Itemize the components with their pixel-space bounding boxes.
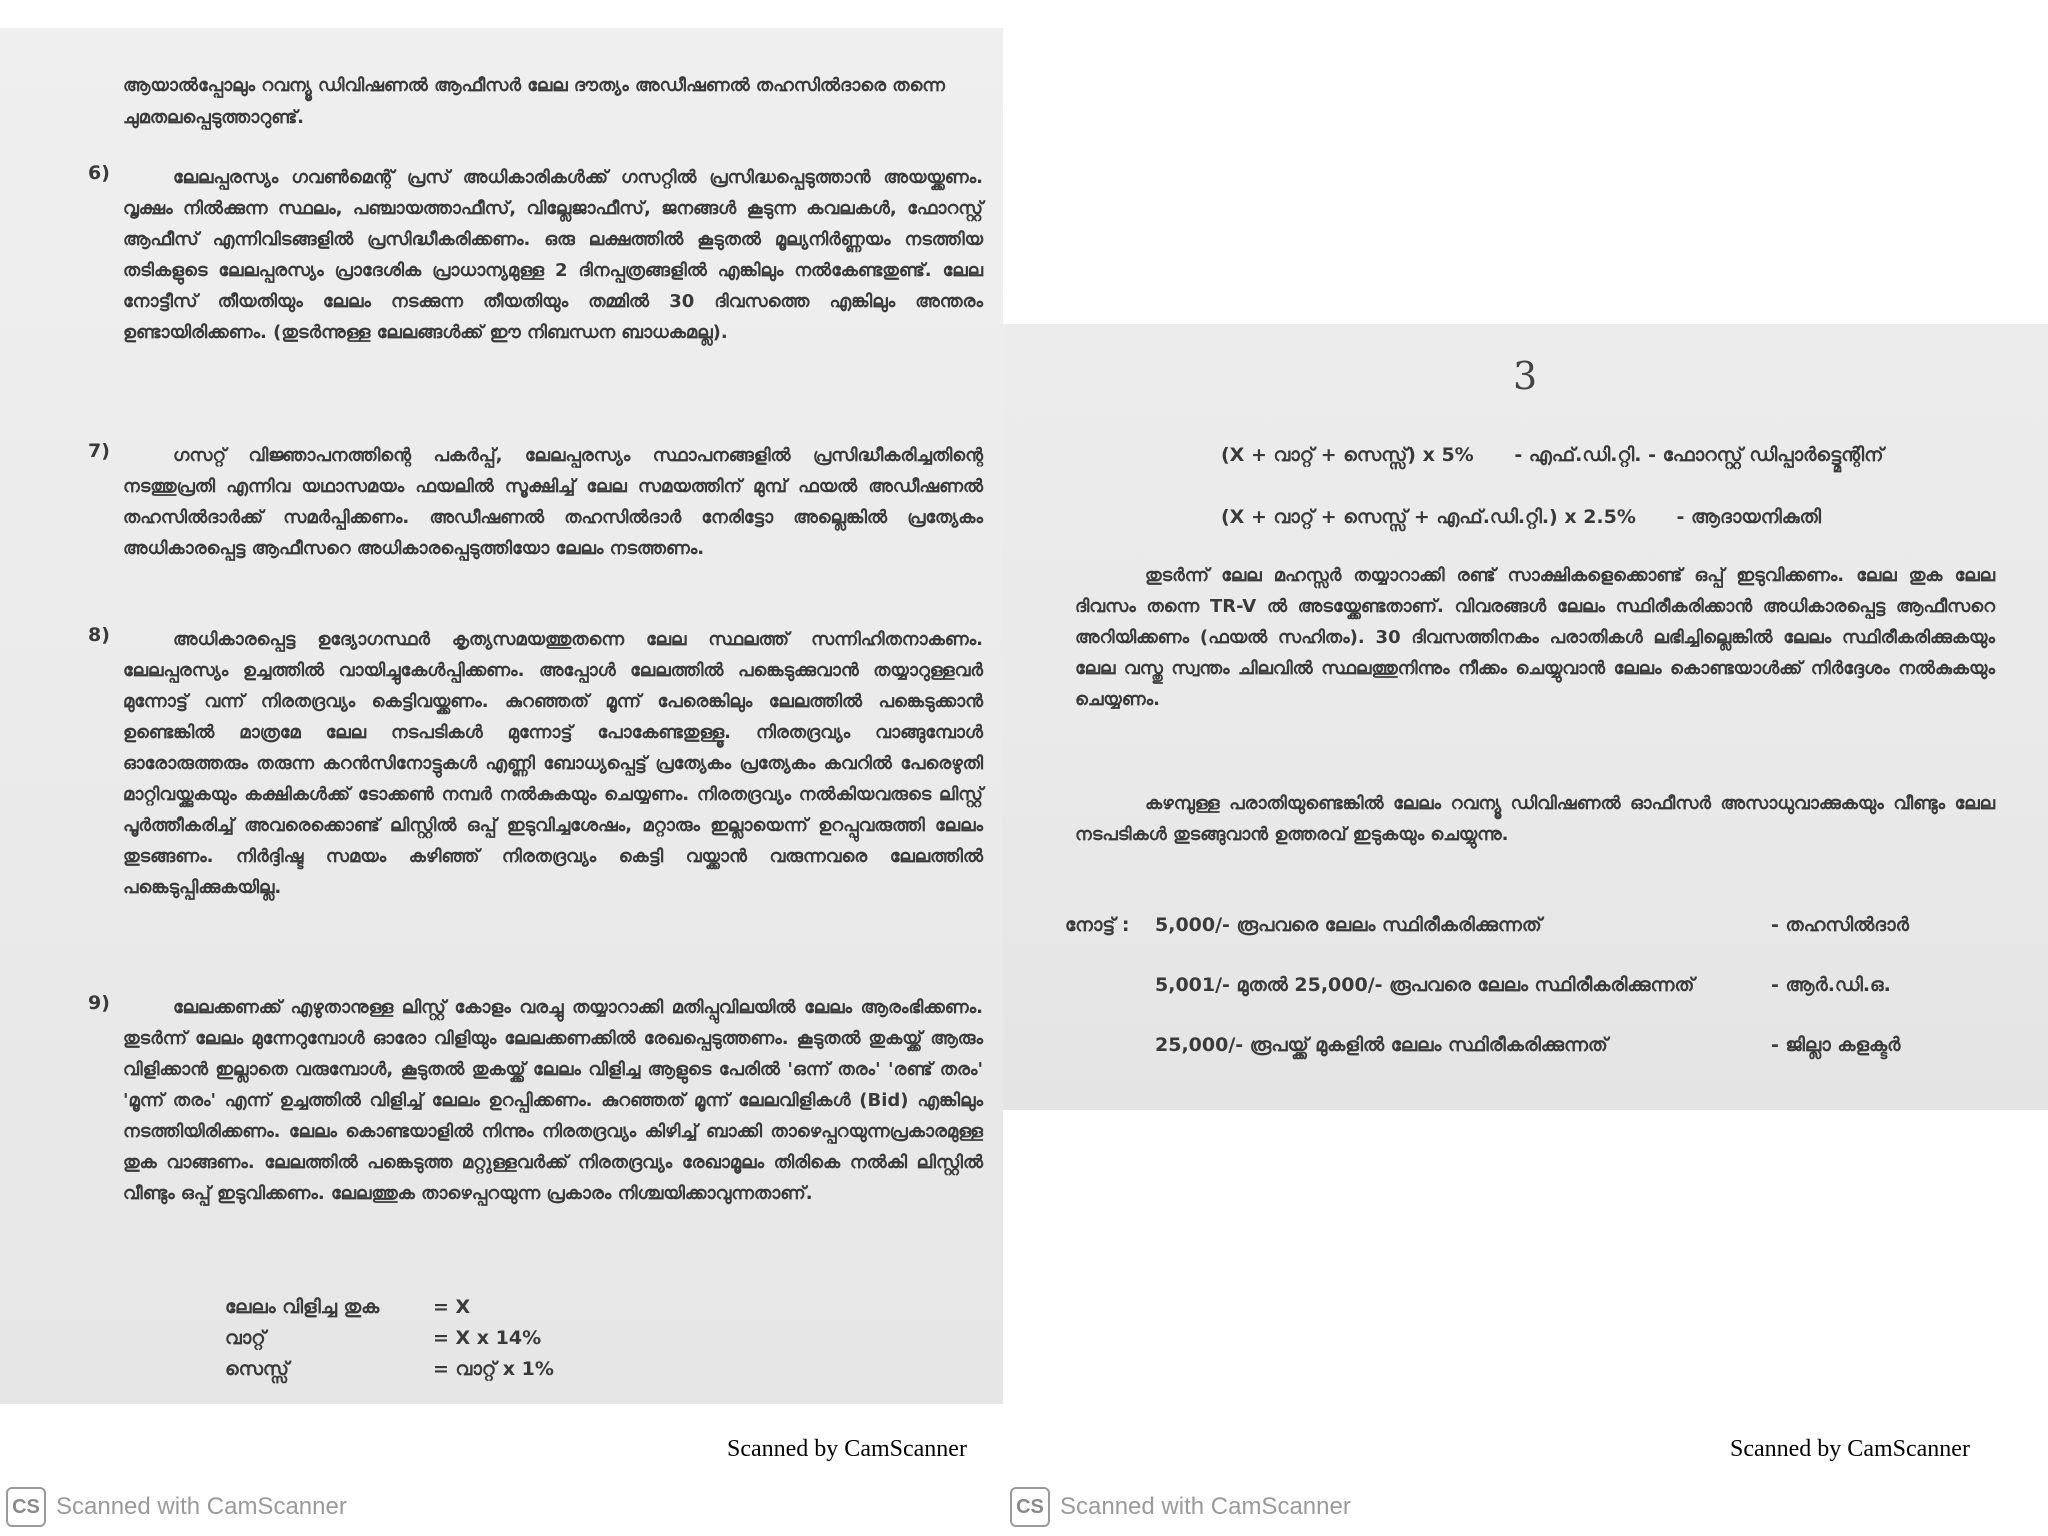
tax-formula-row: [1221, 444, 1883, 466]
note-row: [1065, 914, 1995, 944]
formula-row: [225, 1327, 645, 1358]
camscanner-watermark: [1010, 1484, 1351, 1530]
camscanner-logo-icon: CS: [6, 1487, 46, 1527]
paragraph-complaint: കഴമ്പുള്ള പരാതിയുണ്ടെങ്കിൽ ലേലം റവന്യൂ ഡിവിഷണൽ ഓഫീസർ അസാധുവാക്കുകയും വീണ്ടും ലേല നടപടികൾ തുടങ്ങുവാൻ ഉത്തരവ് ഇടുകയും ചെയ്യുന്നു.: [1075, 793, 1995, 845]
tax-formula-row: [1221, 506, 1821, 528]
item-text: ഗസറ്റ് വിജ്ഞാപനത്തിന്റെ പകർപ്പ്, ലേലപ്പരസ്യം സ്ഥാപനങ്ങളിൽ പ്രസിദ്ധീകരിച്ചതിന്റെ നടത്തുപ്രതി എന്നിവ യഥാസമയം ഫയലിൽ സൂക്ഷിച്ച് ലേല സമയത്തിന് മുമ്പ് ഫയൽ അഡീഷണൽ തഹസിൽദാർക്ക് സമർപ്പിക്കണം. അഡീഷണൽ തഹസിൽദാർ നേരിട്ടോ അല്ലെങ്കിൽ പ്രത്യേകം അധികാരപ്പെട്ട ആഫീസറെ അധികാരപ്പെടുത്തിയോ ലേലം നടത്തണം.: [123, 445, 983, 559]
formula-row: [225, 1358, 645, 1389]
watermark-text: Scanned with CamScanner: [1060, 1493, 1351, 1520]
formula-value: = X: [433, 1296, 471, 1318]
formula-label: വാറ്റ്: [225, 1327, 266, 1349]
note-label: നോട്ട് :: [1065, 914, 1130, 936]
note-officer: - തഹസിൽദാർ: [1771, 914, 1909, 936]
scanned-by-label: Scanned by CamScanner: [1730, 1436, 1970, 1462]
formula-value: = വാറ്റ് x 1%: [433, 1358, 554, 1380]
camscanner-watermark: [6, 1484, 347, 1530]
formula-value: = X x 14%: [433, 1327, 542, 1349]
item-text: ലേലക്കണക്ക് എഴുതാനുള്ള ലിസ്റ്റ് കോളം വരച്ചു തയ്യാറാക്കി മതിപ്പുവിലയിൽ ലേലം ആരംഭിക്കണം. തുടർന്ന് ലേലം മുന്നേറുമ്പോൾ ഓരോ വിളിയും ലേലക്കണക്കിൽ രേഖപ്പെടുത്തണം. കൂടുതൽ തുകയ്ക്ക് ആരും വിളിക്കാൻ ഇല്ലാതെ വരുമ്പോൾ, കൂടുതൽ തുകയ്ക്ക് ലേലം വിളിച്ച ആളുടെ പേരിൽ 'ഒന്ന് തരം' 'രണ്ട് തരം' 'മൂന്ന് തരം' എന്ന് ഉച്ചത്തിൽ വിളിച്ച് ലേലം ഉറപ്പിക്കണം. കുറഞ്ഞത് മൂന്ന് ലേലവിളികൾ (Bid) എങ്കിലും നടത്തിയിരിക്കണം. ലേലം കൊണ്ടയാളിൽ നിന്നും നിരതദ്രവ്യം കിഴിച്ച് ബാക്കി താഴെപ്പറയുന്നപ്രകാരമുള്ള തുക വാങ്ങണം. ലേലത്തിൽ പങ്കെടുത്ത മറ്റുള്ളവർക്ക് നിരതദ്രവ്യം രേഖാമൂലം തിരികെ നൽകി ലിസ്റ്റിൽ വീണ്ടും ഒപ്പ് ഇടുവിക്കണം. ലേലത്തുക താഴെപ്പറയുന്ന പ്രകാരം നിശ്ചയിക്കാവുന്നതാണ്.: [123, 997, 983, 1204]
note-text: 25,000/- രൂപയ്ക്ക് മുകളിൽ ലേലം സ്ഥിരീകരിക്കുന്നത്: [1155, 1034, 1608, 1056]
paragraph-confirmation: തുടർന്ന് ലേല മഹസ്സർ തയ്യാറാക്കി രണ്ട് സാക്ഷികളെക്കൊണ്ട് ഒപ്പ് ഇടുവിക്കണം. ലേല തുക ലേല ദിവസം തന്നെ TR-V ൽ അടയ്ക്കേണ്ടതാണ്. വിവരങ്ങൾ ലേലം സ്ഥിരീകരിക്കാൻ അധികാരപ്പെട്ട ആഫീസറെ അറിയിക്കണം (ഫയൽ സഹിതം). 30 ദിവസത്തിനകം പരാതികൾ ലഭിച്ചില്ലെങ്കിൽ ലേലം സ്ഥിരീകരിക്കുകയും ലേല വസ്തു സ്വന്തം ചിലവിൽ സ്ഥലത്തുനിന്നും നീക്കം ചെയ്യുവാൻ ലേലം കൊണ്ടയാൾക്ക് നിർദ്ദേശം നൽകുകയും ചെയ്യണം.: [1075, 565, 1995, 710]
note-text: 5,000/- രൂപവരെ ലേലം സ്ഥിരീകരിക്കുന്നത്: [1155, 914, 1542, 936]
scanned-by-label: Scanned by CamScanner: [727, 1436, 967, 1462]
item-number: 7): [88, 440, 110, 462]
left-scanned-page: [0, 28, 1003, 1404]
formula-result: - എഫ്.ഡി.റ്റി. - ഫോറസ്റ്റ് ഡിപ്പാർട്ട്മെന്റിന്: [1514, 444, 1884, 466]
camscanner-logo-icon: CS: [1010, 1487, 1050, 1527]
formula-row: [225, 1296, 645, 1327]
item-number: 8): [88, 624, 110, 646]
item-text: അധികാരപ്പെട്ട ഉദ്യോഗസ്ഥർ കൃത്യസമയത്തുതന്നെ ലേല സ്ഥലത്ത് സന്നിഹിതനാകണം. ലേലപ്പരസ്യം ഉച്ചത്തിൽ വായിച്ചുകേൾപ്പിക്കണം. അപ്പോൾ ലേലത്തിൽ പങ്കെടുക്കുവാൻ തയ്യാറുള്ളവർ മുന്നോട്ട് വന്ന് നിരതദ്രവ്യം കെട്ടിവയ്ക്കണം. കുറഞ്ഞത് മൂന്ന് പേരെങ്കിലും ലേലത്തിൽ പങ്കെടുക്കാൻ ഉണ്ടെങ്കിൽ മാത്രമേ ലേല നടപടികൾ മുന്നോട്ട് പോകേണ്ടതുള്ളൂ. നിരതദ്രവ്യം വാങ്ങുമ്പോൾ ഓരോരുത്തരും തരുന്ന കറൻസിനോട്ടുകൾ എണ്ണി ബോധ്യപ്പെട്ട് പ്രത്യേകം പ്രത്യേകം കവറിൽ പേരെഴുതി മാറ്റിവയ്ക്കുകയും കക്ഷികൾക്ക് ടോക്കൺ നമ്പർ നൽകുകയും ചെയ്യണം. നിരതദ്രവ്യം നൽകിയവരുടെ ലിസ്റ്റ് പൂർത്തീകരിച്ച് അവരെക്കൊണ്ട് ലിസ്റ്റിൽ ഒപ്പ് ഇടുവിച്ചശേഷം, മറ്റാരും ഇല്ലായെന്ന് ഉറപ്പുവരുത്തി ലേലം തുടങ്ങണം. നിർദ്ദിഷ്ട സമയം കഴിഞ്ഞ് നിരതദ്രവ്യം കെട്ടി വയ്ക്കാൻ വരുന്നവരെ ലേലത്തിൽ പങ്കെടുപ്പിക്കുകയില്ല.: [123, 629, 983, 898]
right-scanned-page: [1003, 324, 2048, 1110]
formula-expression: (X + വാറ്റ് + സെസ്സ്) x 5%: [1221, 444, 1474, 466]
intro-text: ആയാൽപ്പോലും റവന്യൂ ഡിവിഷണൽ ആഫീസർ ലേല ദൗത്യം അഡീഷണൽ തഹസിൽദാരെ തന്നെ ചുമതലപ്പെടുത്താറുണ്ട്.: [123, 75, 946, 128]
note-row: [1065, 1034, 1995, 1064]
formula-expression: (X + വാറ്റ് + സെസ്സ് + എഫ്.ഡി.റ്റി.) x 2.5%: [1221, 506, 1636, 528]
formula-result: - ആദായനികുതി: [1676, 506, 1822, 528]
note-text: 5,001/- മുതൽ 25,000/- രൂപവരെ ലേലം സ്ഥിരീകരിക്കുന്നത്: [1155, 974, 1695, 996]
formula-label: സെസ്സ്: [225, 1358, 289, 1380]
page-number: 3: [1513, 354, 1538, 398]
item-text: ലേലപ്പരസ്യം ഗവൺമെന്റ് പ്രസ് അധികാരികൾക്ക് ഗസറ്റിൽ പ്രസിദ്ധപ്പെടുത്താൻ അയയ്ക്കണം. വൃക്ഷം നിൽക്കുന്ന സ്ഥലം, പഞ്ചായത്താഫീസ്, വില്ലേജാഫീസ്, ജനങ്ങൾ കൂടുന്ന കവലകൾ, ഫോറസ്റ്റ് ആഫീസ് എന്നിവിടങ്ങളിൽ പ്രസിദ്ധീകരിക്കണം. ഒരു ലക്ഷത്തിൽ കൂടുതൽ മൂല്യനിർണ്ണയം നടത്തിയ തടികളുടെ ലേലപ്പരസ്യം പ്രാദേശിക പ്രാധാന്യമുള്ള 2 ദിനപ്പത്രങ്ങളിൽ എങ്കിലും നൽകേണ്ടതുണ്ട്. ലേല നോട്ടീസ് തീയതിയും ലേലം നടക്കുന്ന തീയതിയും തമ്മിൽ 30 ദിവസത്തെ എങ്കിലും അന്തരം ഉണ്ടായിരിക്കണം. (തുടർന്നുള്ള ലേലങ്ങൾക്ക് ഈ നിബന്ധന ബാധകമല്ല).: [123, 167, 983, 343]
item-number: 6): [88, 162, 110, 184]
note-officer: - ആർ.ഡി.ഒ.: [1771, 974, 1891, 996]
note-row: [1065, 974, 1995, 1004]
watermark-text: Scanned with CamScanner: [56, 1493, 347, 1520]
formula-label: ലേലം വിളിച്ച തുക: [225, 1296, 380, 1318]
formula-list: [225, 1296, 645, 1389]
note-officer: - ജില്ലാ കളക്ടർ: [1771, 1034, 1901, 1056]
item-number: 9): [88, 992, 110, 1014]
